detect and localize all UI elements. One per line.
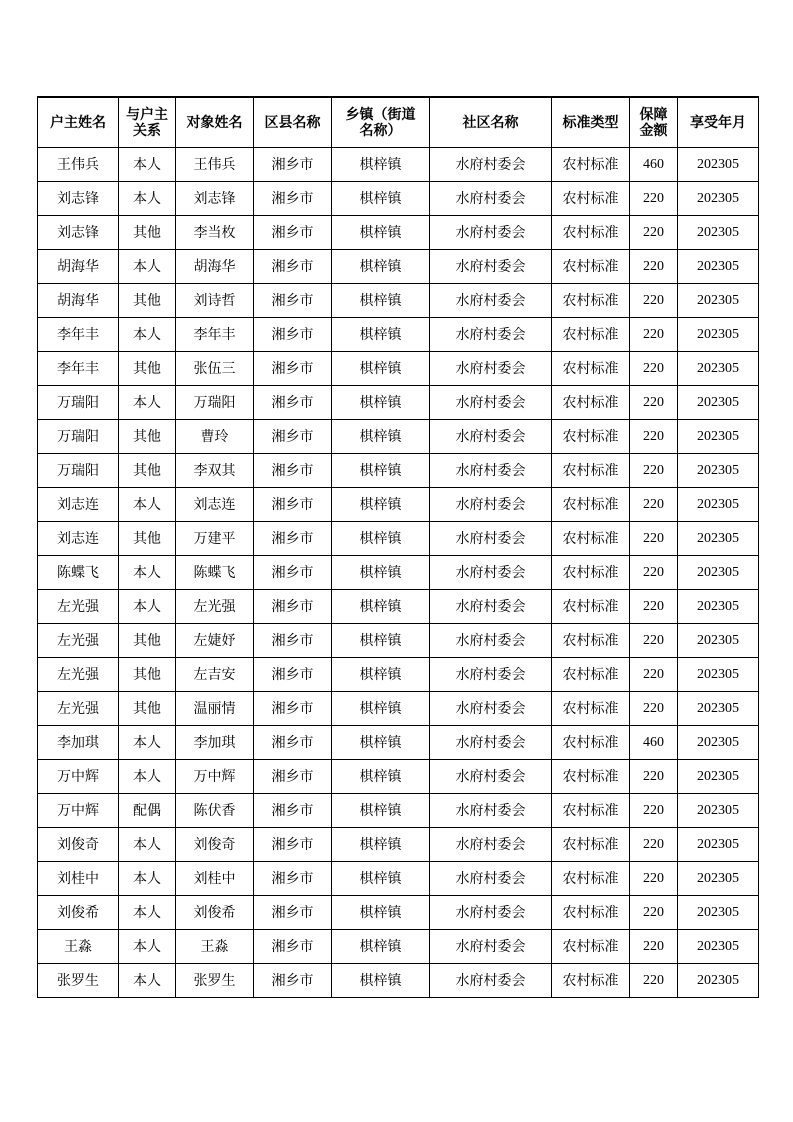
standard-cell: 农村标准 bbox=[552, 658, 630, 692]
standard-cell: 农村标准 bbox=[552, 216, 630, 250]
amount-cell: 220 bbox=[630, 386, 678, 420]
community-cell: 水府村委会 bbox=[430, 828, 552, 862]
town-cell: 棋梓镇 bbox=[332, 624, 430, 658]
table-row bbox=[38, 828, 759, 862]
community-cell: 水府村委会 bbox=[430, 624, 552, 658]
county-cell: 湘乡市 bbox=[254, 352, 332, 386]
period-cell: 202305 bbox=[678, 352, 759, 386]
community-cell: 水府村委会 bbox=[430, 760, 552, 794]
table-row bbox=[38, 284, 759, 318]
relation-cell: 其他 bbox=[119, 420, 176, 454]
town-cell: 棋梓镇 bbox=[332, 964, 430, 998]
table-row bbox=[38, 250, 759, 284]
county-cell: 湘乡市 bbox=[254, 318, 332, 352]
recipient-cell: 曹玲 bbox=[176, 420, 254, 454]
recipient-cell: 李加琪 bbox=[176, 726, 254, 760]
householder-cell: 李年丰 bbox=[38, 318, 119, 352]
standard-cell: 农村标准 bbox=[552, 760, 630, 794]
town-cell: 棋梓镇 bbox=[332, 828, 430, 862]
householder-cell: 胡海华 bbox=[38, 284, 119, 318]
header-guarantee-amount bbox=[630, 97, 678, 148]
standard-cell: 农村标准 bbox=[552, 250, 630, 284]
householder-cell: 左光强 bbox=[38, 692, 119, 726]
amount-cell: 220 bbox=[630, 930, 678, 964]
county-cell: 湘乡市 bbox=[254, 454, 332, 488]
amount-cell: 220 bbox=[630, 590, 678, 624]
town-cell: 棋梓镇 bbox=[332, 760, 430, 794]
standard-cell: 农村标准 bbox=[552, 828, 630, 862]
amount-cell: 220 bbox=[630, 896, 678, 930]
period-cell: 202305 bbox=[678, 454, 759, 488]
town-cell: 棋梓镇 bbox=[332, 148, 430, 182]
relation-cell: 其他 bbox=[119, 284, 176, 318]
community-cell: 水府村委会 bbox=[430, 896, 552, 930]
standard-cell: 农村标准 bbox=[552, 488, 630, 522]
community-cell: 水府村委会 bbox=[430, 352, 552, 386]
householder-cell: 李加琪 bbox=[38, 726, 119, 760]
header-county-name: 区县名称 bbox=[254, 97, 332, 148]
table-row bbox=[38, 148, 759, 182]
standard-cell: 农村标准 bbox=[552, 896, 630, 930]
standard-cell: 农村标准 bbox=[552, 590, 630, 624]
standard-cell: 农村标准 bbox=[552, 522, 630, 556]
amount-cell: 220 bbox=[630, 556, 678, 590]
community-cell: 水府村委会 bbox=[430, 964, 552, 998]
header-relation bbox=[119, 97, 176, 148]
relation-cell: 本人 bbox=[119, 930, 176, 964]
table-row bbox=[38, 556, 759, 590]
relation-cell: 其他 bbox=[119, 352, 176, 386]
community-cell: 水府村委会 bbox=[430, 658, 552, 692]
county-cell: 湘乡市 bbox=[254, 964, 332, 998]
relation-cell: 其他 bbox=[119, 454, 176, 488]
community-cell: 水府村委会 bbox=[430, 862, 552, 896]
householder-cell: 左光强 bbox=[38, 658, 119, 692]
recipient-cell: 刘诗哲 bbox=[176, 284, 254, 318]
town-cell: 棋梓镇 bbox=[332, 182, 430, 216]
table-row bbox=[38, 590, 759, 624]
amount-cell: 220 bbox=[630, 216, 678, 250]
standard-cell: 农村标准 bbox=[552, 556, 630, 590]
recipient-cell: 李年丰 bbox=[176, 318, 254, 352]
amount-cell: 220 bbox=[630, 488, 678, 522]
town-cell: 棋梓镇 bbox=[332, 794, 430, 828]
county-cell: 湘乡市 bbox=[254, 794, 332, 828]
relation-cell: 配偶 bbox=[119, 794, 176, 828]
amount-cell: 460 bbox=[630, 726, 678, 760]
period-cell: 202305 bbox=[678, 522, 759, 556]
period-cell: 202305 bbox=[678, 386, 759, 420]
relation-cell: 本人 bbox=[119, 964, 176, 998]
householder-cell: 万中辉 bbox=[38, 794, 119, 828]
header-town-name bbox=[332, 97, 430, 148]
period-cell: 202305 bbox=[678, 590, 759, 624]
standard-cell: 农村标准 bbox=[552, 964, 630, 998]
community-cell: 水府村委会 bbox=[430, 318, 552, 352]
householder-cell: 左光强 bbox=[38, 590, 119, 624]
householder-cell: 李年丰 bbox=[38, 352, 119, 386]
relation-cell: 其他 bbox=[119, 658, 176, 692]
recipient-cell: 左光强 bbox=[176, 590, 254, 624]
assistance-roster-table bbox=[37, 96, 759, 998]
table-row bbox=[38, 692, 759, 726]
table-row bbox=[38, 386, 759, 420]
relation-cell: 本人 bbox=[119, 828, 176, 862]
householder-cell: 刘志连 bbox=[38, 488, 119, 522]
standard-cell: 农村标准 bbox=[552, 862, 630, 896]
header-relation-line2: 关系 bbox=[133, 122, 161, 139]
relation-cell: 本人 bbox=[119, 556, 176, 590]
table-row bbox=[38, 318, 759, 352]
relation-cell: 本人 bbox=[119, 182, 176, 216]
header-householder-name: 户主姓名 bbox=[38, 97, 119, 148]
table-header bbox=[38, 97, 759, 148]
header-community-name: 社区名称 bbox=[430, 97, 552, 148]
county-cell: 湘乡市 bbox=[254, 624, 332, 658]
town-cell: 棋梓镇 bbox=[332, 930, 430, 964]
period-cell: 202305 bbox=[678, 930, 759, 964]
community-cell: 水府村委会 bbox=[430, 182, 552, 216]
period-cell: 202305 bbox=[678, 556, 759, 590]
period-cell: 202305 bbox=[678, 862, 759, 896]
amount-cell: 220 bbox=[630, 318, 678, 352]
recipient-cell: 陈伏香 bbox=[176, 794, 254, 828]
county-cell: 湘乡市 bbox=[254, 896, 332, 930]
recipient-cell: 刘志锋 bbox=[176, 182, 254, 216]
community-cell: 水府村委会 bbox=[430, 216, 552, 250]
header-standard-type: 标准类型 bbox=[552, 97, 630, 148]
period-cell: 202305 bbox=[678, 182, 759, 216]
county-cell: 湘乡市 bbox=[254, 148, 332, 182]
amount-cell: 220 bbox=[630, 964, 678, 998]
period-cell: 202305 bbox=[678, 284, 759, 318]
table-row bbox=[38, 216, 759, 250]
householder-cell: 王淼 bbox=[38, 930, 119, 964]
town-cell: 棋梓镇 bbox=[332, 522, 430, 556]
town-cell: 棋梓镇 bbox=[332, 658, 430, 692]
header-recipient-name: 对象姓名 bbox=[176, 97, 254, 148]
community-cell: 水府村委会 bbox=[430, 794, 552, 828]
recipient-cell: 左吉安 bbox=[176, 658, 254, 692]
relation-cell: 本人 bbox=[119, 250, 176, 284]
county-cell: 湘乡市 bbox=[254, 930, 332, 964]
community-cell: 水府村委会 bbox=[430, 250, 552, 284]
period-cell: 202305 bbox=[678, 488, 759, 522]
header-amount-line1: 保障 bbox=[639, 106, 668, 123]
period-cell: 202305 bbox=[678, 216, 759, 250]
amount-cell: 220 bbox=[630, 828, 678, 862]
period-cell: 202305 bbox=[678, 250, 759, 284]
recipient-cell: 陈蝶飞 bbox=[176, 556, 254, 590]
town-cell: 棋梓镇 bbox=[332, 352, 430, 386]
recipient-cell: 张罗生 bbox=[176, 964, 254, 998]
householder-cell: 刘志锋 bbox=[38, 216, 119, 250]
community-cell: 水府村委会 bbox=[430, 692, 552, 726]
period-cell: 202305 bbox=[678, 692, 759, 726]
town-cell: 棋梓镇 bbox=[332, 454, 430, 488]
county-cell: 湘乡市 bbox=[254, 862, 332, 896]
recipient-cell: 李当枚 bbox=[176, 216, 254, 250]
relation-cell: 本人 bbox=[119, 386, 176, 420]
county-cell: 湘乡市 bbox=[254, 386, 332, 420]
amount-cell: 220 bbox=[630, 420, 678, 454]
community-cell: 水府村委会 bbox=[430, 590, 552, 624]
community-cell: 水府村委会 bbox=[430, 386, 552, 420]
community-cell: 水府村委会 bbox=[430, 454, 552, 488]
recipient-cell: 刘桂中 bbox=[176, 862, 254, 896]
relation-cell: 本人 bbox=[119, 726, 176, 760]
relation-cell: 本人 bbox=[119, 760, 176, 794]
standard-cell: 农村标准 bbox=[552, 624, 630, 658]
recipient-cell: 万建平 bbox=[176, 522, 254, 556]
community-cell: 水府村委会 bbox=[430, 148, 552, 182]
town-cell: 棋梓镇 bbox=[332, 318, 430, 352]
period-cell: 202305 bbox=[678, 318, 759, 352]
county-cell: 湘乡市 bbox=[254, 420, 332, 454]
county-cell: 湘乡市 bbox=[254, 556, 332, 590]
relation-cell: 本人 bbox=[119, 862, 176, 896]
header-town-line2: 名称） bbox=[359, 122, 402, 139]
table-row bbox=[38, 964, 759, 998]
amount-cell: 220 bbox=[630, 862, 678, 896]
town-cell: 棋梓镇 bbox=[332, 862, 430, 896]
householder-cell: 刘桂中 bbox=[38, 862, 119, 896]
table-row bbox=[38, 862, 759, 896]
recipient-cell: 万瑞阳 bbox=[176, 386, 254, 420]
period-cell: 202305 bbox=[678, 420, 759, 454]
amount-cell: 220 bbox=[630, 182, 678, 216]
recipient-cell: 温丽情 bbox=[176, 692, 254, 726]
header-benefit-period: 享受年月 bbox=[678, 97, 759, 148]
town-cell: 棋梓镇 bbox=[332, 250, 430, 284]
recipient-cell: 刘俊奇 bbox=[176, 828, 254, 862]
county-cell: 湘乡市 bbox=[254, 590, 332, 624]
header-row bbox=[38, 97, 759, 148]
table-row bbox=[38, 896, 759, 930]
county-cell: 湘乡市 bbox=[254, 658, 332, 692]
county-cell: 湘乡市 bbox=[254, 522, 332, 556]
period-cell: 202305 bbox=[678, 624, 759, 658]
header-amount-line2: 金额 bbox=[639, 122, 668, 139]
county-cell: 湘乡市 bbox=[254, 488, 332, 522]
relation-cell: 其他 bbox=[119, 216, 176, 250]
county-cell: 湘乡市 bbox=[254, 726, 332, 760]
relation-cell: 其他 bbox=[119, 692, 176, 726]
table-row bbox=[38, 488, 759, 522]
town-cell: 棋梓镇 bbox=[332, 420, 430, 454]
county-cell: 湘乡市 bbox=[254, 216, 332, 250]
period-cell: 202305 bbox=[678, 964, 759, 998]
householder-cell: 万瑞阳 bbox=[38, 386, 119, 420]
standard-cell: 农村标准 bbox=[552, 420, 630, 454]
county-cell: 湘乡市 bbox=[254, 760, 332, 794]
relation-cell: 本人 bbox=[119, 148, 176, 182]
period-cell: 202305 bbox=[678, 148, 759, 182]
householder-cell: 刘俊希 bbox=[38, 896, 119, 930]
standard-cell: 农村标准 bbox=[552, 284, 630, 318]
householder-cell: 刘志锋 bbox=[38, 182, 119, 216]
community-cell: 水府村委会 bbox=[430, 726, 552, 760]
period-cell: 202305 bbox=[678, 760, 759, 794]
community-cell: 水府村委会 bbox=[430, 522, 552, 556]
standard-cell: 农村标准 bbox=[552, 930, 630, 964]
period-cell: 202305 bbox=[678, 658, 759, 692]
period-cell: 202305 bbox=[678, 896, 759, 930]
amount-cell: 220 bbox=[630, 760, 678, 794]
householder-cell: 陈蝶飞 bbox=[38, 556, 119, 590]
table-row bbox=[38, 794, 759, 828]
town-cell: 棋梓镇 bbox=[332, 692, 430, 726]
amount-cell: 220 bbox=[630, 794, 678, 828]
recipient-cell: 王淼 bbox=[176, 930, 254, 964]
community-cell: 水府村委会 bbox=[430, 556, 552, 590]
header-relation-line1: 与户主 bbox=[126, 106, 168, 123]
amount-cell: 220 bbox=[630, 284, 678, 318]
relation-cell: 其他 bbox=[119, 624, 176, 658]
town-cell: 棋梓镇 bbox=[332, 488, 430, 522]
amount-cell: 220 bbox=[630, 250, 678, 284]
householder-cell: 张罗生 bbox=[38, 964, 119, 998]
amount-cell: 220 bbox=[630, 454, 678, 488]
town-cell: 棋梓镇 bbox=[332, 284, 430, 318]
town-cell: 棋梓镇 bbox=[332, 726, 430, 760]
table-row bbox=[38, 726, 759, 760]
table-row bbox=[38, 930, 759, 964]
town-cell: 棋梓镇 bbox=[332, 590, 430, 624]
recipient-cell: 左婕妤 bbox=[176, 624, 254, 658]
standard-cell: 农村标准 bbox=[552, 352, 630, 386]
recipient-cell: 王伟兵 bbox=[176, 148, 254, 182]
community-cell: 水府村委会 bbox=[430, 930, 552, 964]
period-cell: 202305 bbox=[678, 794, 759, 828]
recipient-cell: 李双其 bbox=[176, 454, 254, 488]
recipient-cell: 刘俊希 bbox=[176, 896, 254, 930]
town-cell: 棋梓镇 bbox=[332, 386, 430, 420]
county-cell: 湘乡市 bbox=[254, 692, 332, 726]
table-row bbox=[38, 522, 759, 556]
county-cell: 湘乡市 bbox=[254, 284, 332, 318]
relation-cell: 本人 bbox=[119, 488, 176, 522]
table-row bbox=[38, 624, 759, 658]
recipient-cell: 万中辉 bbox=[176, 760, 254, 794]
town-cell: 棋梓镇 bbox=[332, 216, 430, 250]
standard-cell: 农村标准 bbox=[552, 794, 630, 828]
period-cell: 202305 bbox=[678, 726, 759, 760]
period-cell: 202305 bbox=[678, 828, 759, 862]
header-town-line1: 乡镇（街道 bbox=[345, 106, 416, 123]
table-row bbox=[38, 454, 759, 488]
recipient-cell: 张伍三 bbox=[176, 352, 254, 386]
householder-cell: 王伟兵 bbox=[38, 148, 119, 182]
community-cell: 水府村委会 bbox=[430, 488, 552, 522]
community-cell: 水府村委会 bbox=[430, 420, 552, 454]
householder-cell: 万瑞阳 bbox=[38, 454, 119, 488]
householder-cell: 胡海华 bbox=[38, 250, 119, 284]
standard-cell: 农村标准 bbox=[552, 386, 630, 420]
recipient-cell: 刘志连 bbox=[176, 488, 254, 522]
relation-cell: 本人 bbox=[119, 590, 176, 624]
amount-cell: 220 bbox=[630, 692, 678, 726]
householder-cell: 刘志连 bbox=[38, 522, 119, 556]
householder-cell: 左光强 bbox=[38, 624, 119, 658]
standard-cell: 农村标准 bbox=[552, 148, 630, 182]
relation-cell: 本人 bbox=[119, 318, 176, 352]
table-row bbox=[38, 760, 759, 794]
standard-cell: 农村标准 bbox=[552, 182, 630, 216]
amount-cell: 220 bbox=[630, 522, 678, 556]
householder-cell: 万中辉 bbox=[38, 760, 119, 794]
table-row bbox=[38, 420, 759, 454]
county-cell: 湘乡市 bbox=[254, 828, 332, 862]
table-body bbox=[38, 148, 759, 998]
community-cell: 水府村委会 bbox=[430, 284, 552, 318]
town-cell: 棋梓镇 bbox=[332, 896, 430, 930]
county-cell: 湘乡市 bbox=[254, 250, 332, 284]
standard-cell: 农村标准 bbox=[552, 692, 630, 726]
table-row bbox=[38, 352, 759, 386]
householder-cell: 万瑞阳 bbox=[38, 420, 119, 454]
relation-cell: 本人 bbox=[119, 896, 176, 930]
county-cell: 湘乡市 bbox=[254, 182, 332, 216]
standard-cell: 农村标准 bbox=[552, 318, 630, 352]
amount-cell: 460 bbox=[630, 148, 678, 182]
householder-cell: 刘俊奇 bbox=[38, 828, 119, 862]
standard-cell: 农村标准 bbox=[552, 726, 630, 760]
table-row bbox=[38, 182, 759, 216]
town-cell: 棋梓镇 bbox=[332, 556, 430, 590]
amount-cell: 220 bbox=[630, 624, 678, 658]
standard-cell: 农村标准 bbox=[552, 454, 630, 488]
amount-cell: 220 bbox=[630, 352, 678, 386]
recipient-cell: 胡海华 bbox=[176, 250, 254, 284]
relation-cell: 其他 bbox=[119, 522, 176, 556]
table-row bbox=[38, 658, 759, 692]
amount-cell: 220 bbox=[630, 658, 678, 692]
